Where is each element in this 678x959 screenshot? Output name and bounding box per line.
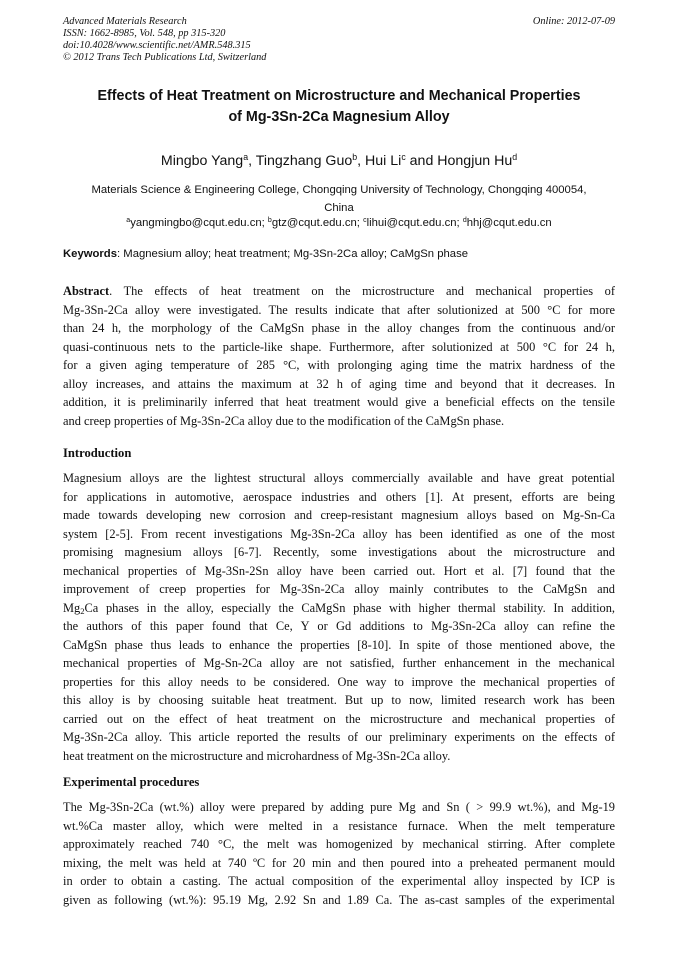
experimental-body: The Mg-3Sn-2Ca (wt.%) alloy were prepared by adding pure Mg and Sn ( > 99.9 wt.%), and Mg-19 wt.%Ca master alloy, which were melted in a resistance furnace. When the melt temperature approximately reached 740 °C, the melt was homogenized by mechanical stirring. After complete mixing, the melt was held at 740 ºC for 20 min and then poured into a preheated permanent mould in order to obtain a casting. The actual composition of the experimental alloy inspected by ICP is given as following (wt.%): 95.19 Mg, 2.92 Sn and 1.89 Ca. The as-cast samples of the experimental [63,800,615,907]
abstract-label: Abstract [63,284,110,298]
issn-line: ISSN: 1662-8985, Vol. 548, pp 315-320 [63,28,226,39]
email[interactable]: $^d$hhj@cqut.edu.cn [462,217,552,229]
doi-line: doi:10.4028/www.scientific.net/AMR.548.315 [63,40,251,51]
introduction-body: Magnesium alloys are the lightest structural alloys commercially available and have great potential for applications in automotive, aerospace industries and others [1]. At present, efforts are being made towards developing new corrosion and creep-resistant magnesium alloys based on Mg-Sn-Ca system [2-5]. From recent investigations Mg-3Sn-2Ca alloy has been identified as one of the most promising magnesium alloys [6-7]. Recently, some investigations about the microstructure and mechanical properties of Mg-3Sn-2Sn alloy have been carried out. Hort et al. [7] found that the improvement of creep properties for Mg-3Sn-2Ca alloy mainly contributes to the CaMgSn and $Mg_2Ca$ phases in the alloy, especially the CaMgSn phase with higher thermal stability. In addition, the authors of this paper found that Ce, Y or Gd additions to Mg-3Sn-2Ca alloy can refine the CaMgSn phase thus leads to enhance the properties [8-10]. In spite of those mentioned above, the mechanical properties of Mg-Sn-2Ca alloy are not satisfied, further enhancement in the mechanical properties for this alloy needs to be considered. One way to improve the mechanical properties of this alloy is by choosing suitable heat treatment. But up to now, limited research work has been carried out on the effect of heat treatment on the microstructure and mechanical properties of Mg-3Sn-2Ca alloy. This article reported the results of our preliminary experiments on the effects of heat treatment on the microstructure and microhardness of Mg-3Sn-2Ca alloy. [63,471,615,763]
experimental-heading: Experimental procedures [63,775,200,789]
mg2ca-line: $Mg_2Ca$ phases in the alloy, especially the CaMgSn phase with higher thermal stability. In addition, [63,600,615,616]
online-date: Online: 2012-07-09 [532,16,615,27]
journal-name: Advanced Materials Research [63,16,187,27]
email[interactable]: $^b$gtz@cqut.edu.cn [267,217,357,229]
email[interactable]: $^a$yangmingbo@cqut.edu.cn [126,217,262,229]
title-line-1: Effects of Heat Treatment on Microstructure and Mechanical Properties [97,88,581,104]
author: Tingzhang Guo$^b$, [255,152,366,169]
copyright-line: © 2012 Trans Tech Publications Ltd, Switzerland [63,52,267,63]
journal-header [63,16,615,64]
keywords-text: : Magnesium alloy; heat treatment; Mg-3Sn-2Ca alloy; CaMgSn phase [117,248,469,260]
keywords [63,246,615,263]
title-line-2: of Mg-3Sn-2Ca Magnesium Alloy [228,109,450,125]
author: Hui Li$^c$ and [365,152,438,169]
introduction-heading: Introduction [63,446,132,460]
abstract: Abstract. The effects of heat treatment on the microstructure and mechanical properties of Mg-3Sn-2Ca alloy were investigated. The results indicate that after solutionized at 500 °C for more than 24 h, the morphology of the CaMgSn phase in the alloy changes from the continuous and/or quasi-continuous nets to the particle-like shape. Furthermore, after solutionized at 500 °C for 24 h, for a given aging temperature of 285 °C, with prolonging aging time the matrix hardness of the alloy increases, and attains the maximum at 32 h of aging time and beyond that it decreases. In addition, it is preliminarily inferred that heat treatment would give a beneficial effects on the tensile and creep properties of Mg-3Sn-2Ca alloy due to the modification of the CaMgSn phase. [63,284,615,428]
author-list [40,152,638,170]
affiliation [40,181,638,217]
keywords-label: Keywords [63,248,117,260]
affiliation-line-1: Materials Science & Engineering College, Chongqing University of Technology, Chongqing 400054, [91,184,587,196]
author: Mingbo Yang$^a$, [160,152,256,169]
email[interactable]: $^c$lihui@cqut.edu.cn [363,217,457,229]
author: Hongjun Hu$^d$ [437,152,518,169]
paper-title [40,86,638,128]
affiliation-line-2: China [324,202,354,214]
email-list: $^a$yangmingbo@cqut.edu.cn; $^b$gtz@cqut.edu.cn; $^c$lihui@cqut.edu.cn; $^d$hhj@cqut.edu.cn [126,217,552,229]
